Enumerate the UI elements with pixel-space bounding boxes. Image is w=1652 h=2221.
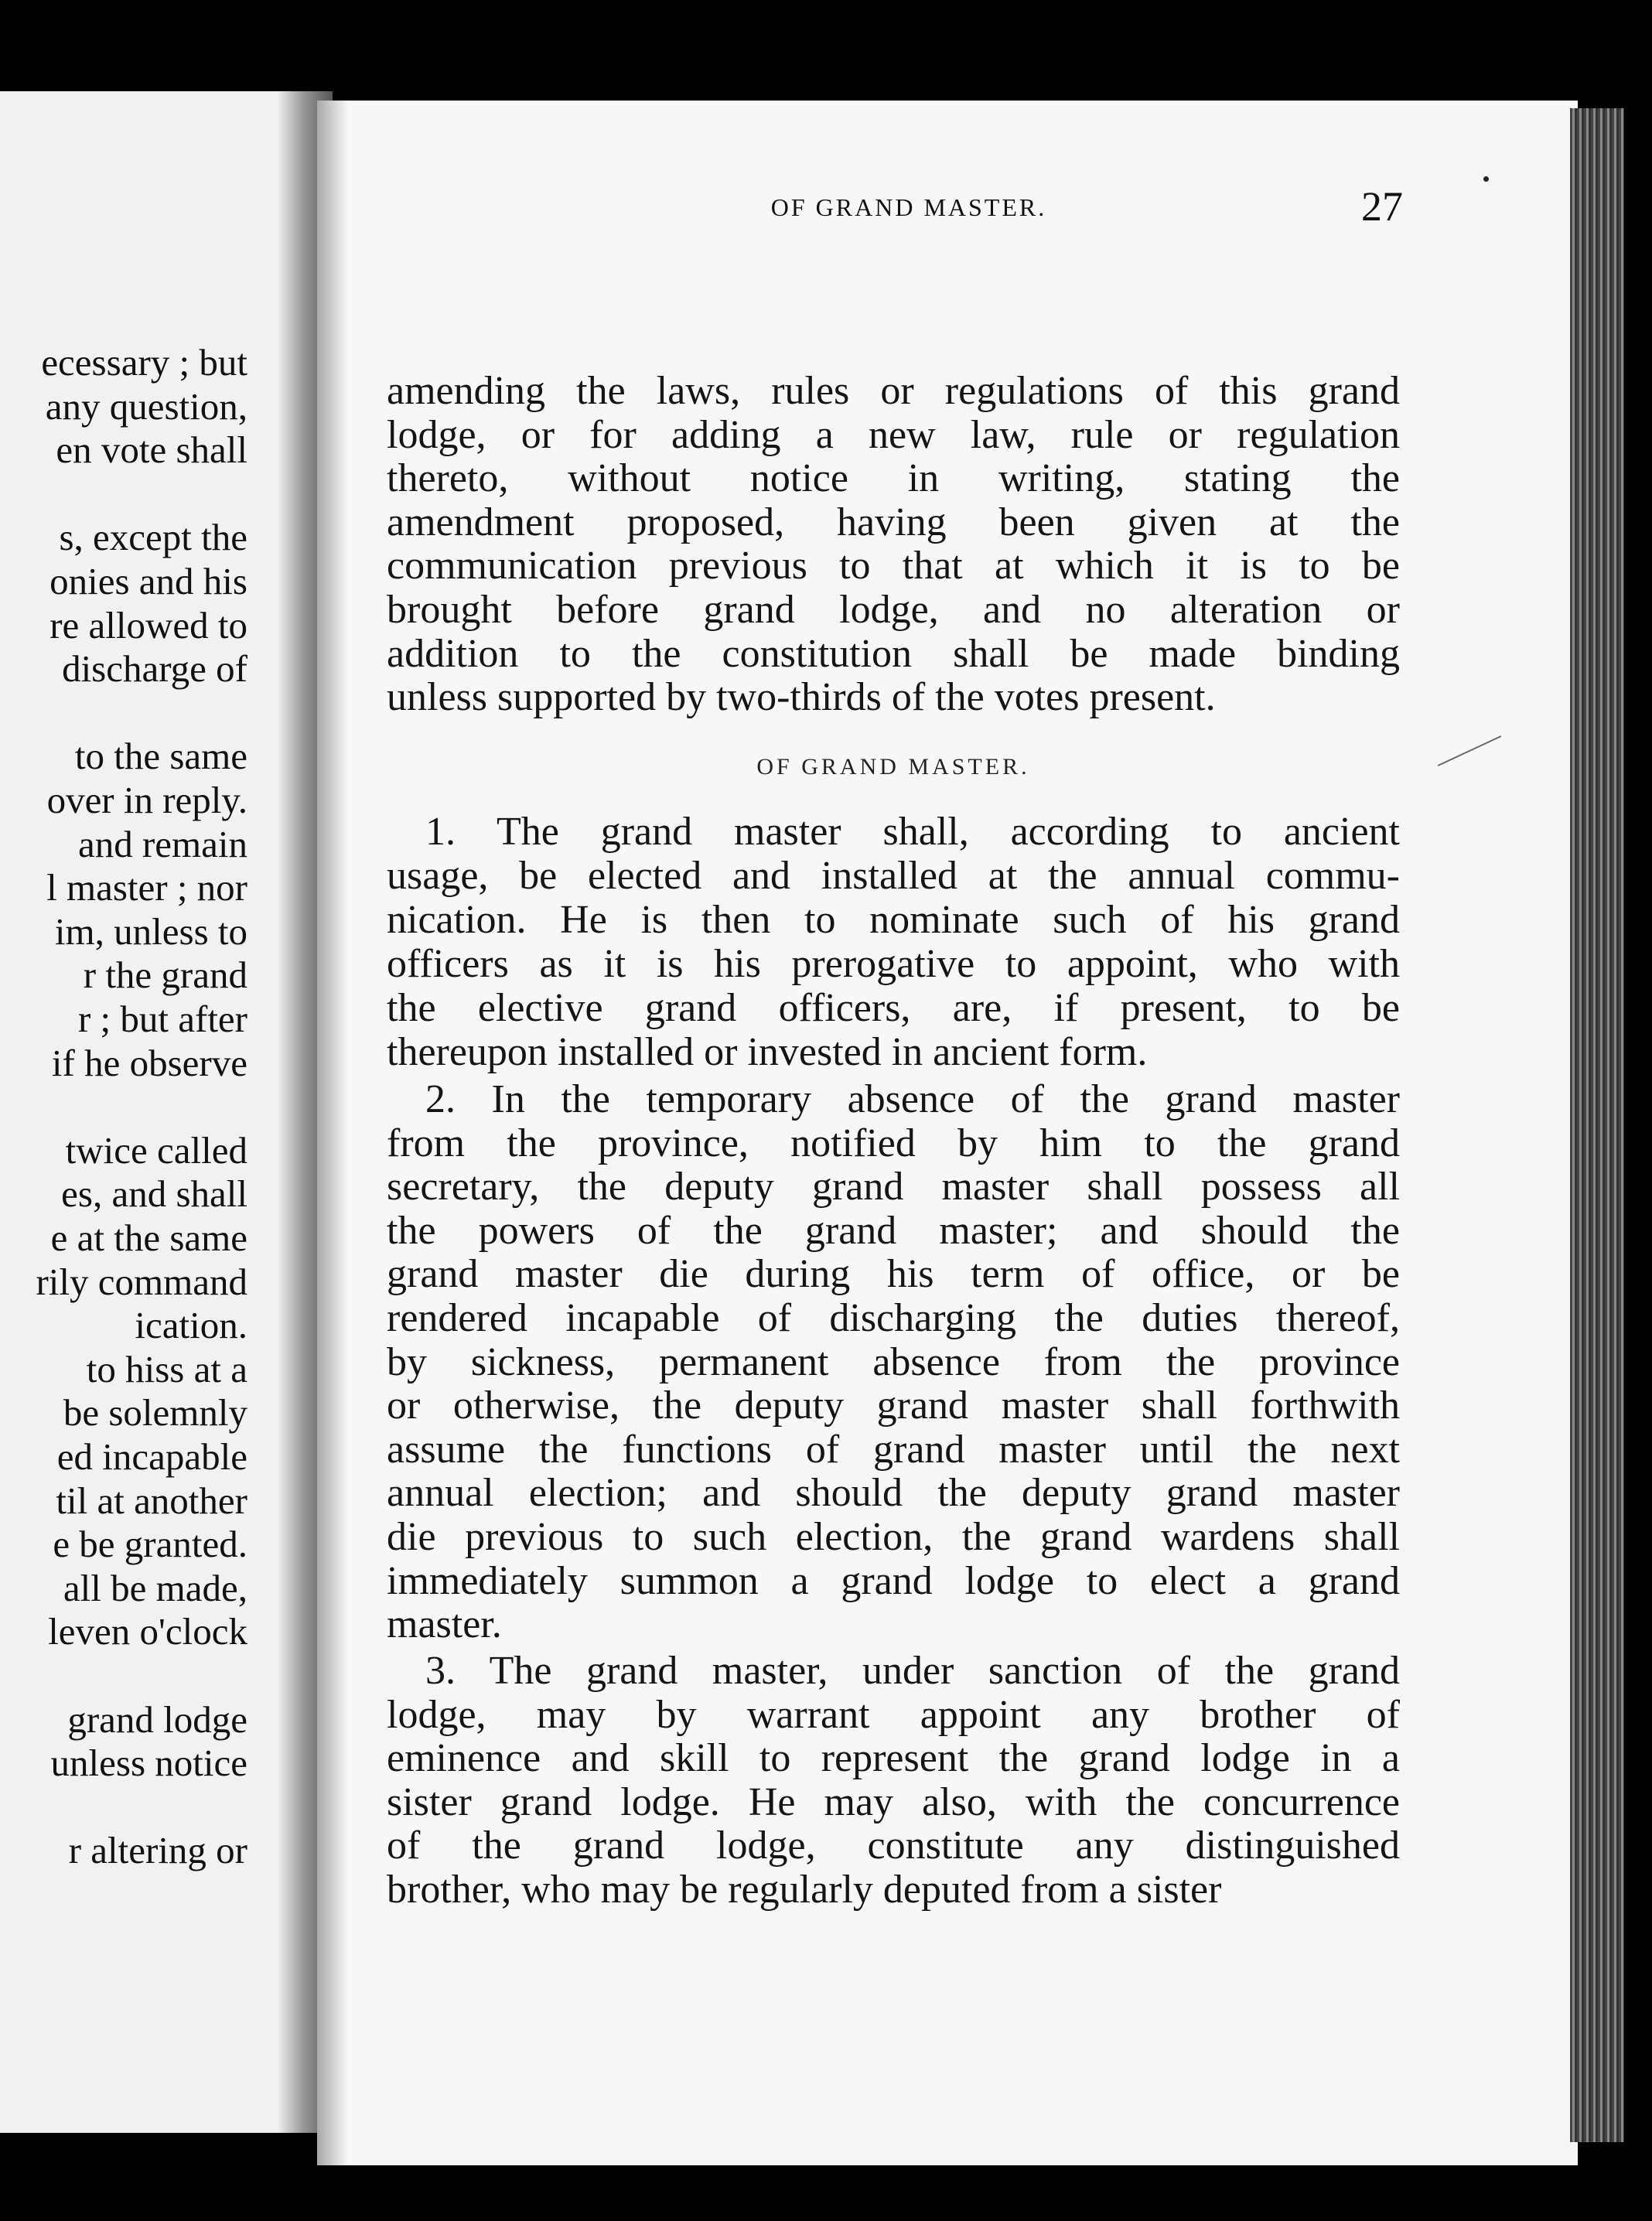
left-page-line: onies and his (49, 560, 247, 602)
paragraph-2-line: grand master die during his term of office, or be (387, 1252, 1400, 1297)
left-page-line: en vote shall (56, 428, 247, 472)
paragraph-3-line: brother, who may be regularly deputed from a sister (387, 1868, 1222, 1912)
left-page-line: leven o'clock (48, 1610, 247, 1653)
paragraph-3-line: of the grand lodge, constitute any distinguished (387, 1824, 1400, 1868)
intro-line: amending the laws, rules or regulations of this grand (387, 369, 1400, 413)
paragraph-2-line: by sickness, permanent absence from the province (387, 1339, 1400, 1384)
left-page-line: r the grand (83, 954, 247, 997)
left-page-line: over in reply. (46, 779, 247, 821)
paragraph-1-line: 1. The grand master shall, according to ancient (425, 810, 1400, 854)
left-page-line: to the same (74, 735, 247, 778)
left-page-line: im, unless to (54, 909, 247, 953)
left-page-text (0, 91, 247, 2133)
paragraph-2-line: immediately summon a grand lodge to elect a grand (387, 1558, 1400, 1603)
paragraph-1-line: thereupon installed or invested in ancient form. (387, 1030, 1148, 1074)
paragraph-2-line: 2. In the temporary absence of the grand master (425, 1077, 1400, 1121)
left-page-line: rily command (36, 1260, 247, 1303)
paragraph-3-line: lodge, may by warrant appoint any brother of (387, 1692, 1400, 1737)
left-page-line: ed incapable (56, 1435, 247, 1478)
left-page-line: r ; but after (77, 998, 247, 1040)
paragraph-3-line: eminence and skill to represent the grand lodge in a (387, 1736, 1400, 1781)
intro-line: lodge, or for adding a new law, rule or regulation (387, 412, 1400, 457)
intro-line: communication previous to that at which it is to be (387, 544, 1400, 589)
left-page-line: any question, (45, 384, 247, 428)
left-page-line: til at another (56, 1479, 247, 1522)
paragraph-1-line: officers as it is his prerogative to appoint, who with (387, 942, 1400, 986)
left-page-line: l master ; nor (46, 866, 247, 909)
left-page-line: unless notice (50, 1742, 247, 1785)
paragraph-3-line: sister grand lodge. He may also, with the concurrence (387, 1779, 1400, 1824)
running-head: OF GRAND MASTER. (770, 193, 1047, 221)
left-page-line: to hiss at a (86, 1347, 247, 1390)
paragraph-3-line: 3. The grand master, under sanction of the grand (425, 1649, 1400, 1693)
left-page-line: re allowed to (49, 603, 247, 647)
left-page-line: r altering or (68, 1829, 247, 1872)
left-page-line: e be granted. (53, 1523, 247, 1566)
paragraph-1-line: the elective grand officers, are, if present, to be (387, 986, 1400, 1030)
intro-line: thereto, without notice in writing, stating the (387, 456, 1400, 501)
paragraph-2-line: die previous to such election, the grand wardens shall (387, 1515, 1400, 1559)
paragraph-2-line: secretary, the deputy grand master shall possess all (387, 1165, 1400, 1209)
intro-line: unless supported by two-thirds of the votes present. (387, 675, 1216, 720)
paragraph-2-line: or otherwise, the deputy grand master shall forthwith (387, 1383, 1400, 1428)
left-page (0, 91, 309, 2133)
paragraph-2-line: assume the functions of grand master until the next (387, 1427, 1400, 1472)
left-page-line: es, and shall (61, 1172, 247, 1216)
page-edge (1570, 108, 1624, 2142)
left-page-line: s, except the (59, 516, 247, 559)
left-page-line: ication. (135, 1304, 247, 1347)
paragraph-2-line: the powers of the grand master; and should the (387, 1208, 1400, 1253)
intro-line: brought before grand lodge, and no alteration or (387, 588, 1400, 632)
left-page-line: and remain (77, 822, 247, 865)
paragraph-2-line: annual election; and should the deputy grand master (387, 1471, 1400, 1516)
paragraph-2-line: master. (387, 1602, 502, 1647)
paragraph-1-line: usage, be elected and installed at the annual commu- (387, 854, 1400, 898)
left-page-line: e at the same (50, 1216, 247, 1259)
left-page-line: ecessary ; but (41, 341, 247, 384)
left-page-line: twice called (65, 1128, 247, 1172)
section-heading: OF GRAND MASTER. (756, 754, 1030, 780)
left-page-line: all be made, (63, 1566, 247, 1609)
page-number: 27 (1361, 183, 1403, 230)
left-page-line: be solemnly (63, 1391, 247, 1435)
left-page-line: if he observe (51, 1041, 247, 1084)
intro-line: amendment proposed, having been given at the (387, 500, 1400, 544)
left-page-line: discharge of (62, 647, 247, 691)
paragraph-2-line: from the province, notified by him to the grand (387, 1121, 1400, 1165)
paragraph-2-line: rendered incapable of discharging the duties thereof, (387, 1296, 1400, 1340)
paragraph-1-line: nication. He is then to nominate such of his grand (387, 898, 1400, 942)
dust-speck (1483, 176, 1489, 182)
left-page-line: grand lodge (67, 1697, 247, 1741)
intro-line: addition to the constitution shall be made binding (387, 631, 1400, 676)
